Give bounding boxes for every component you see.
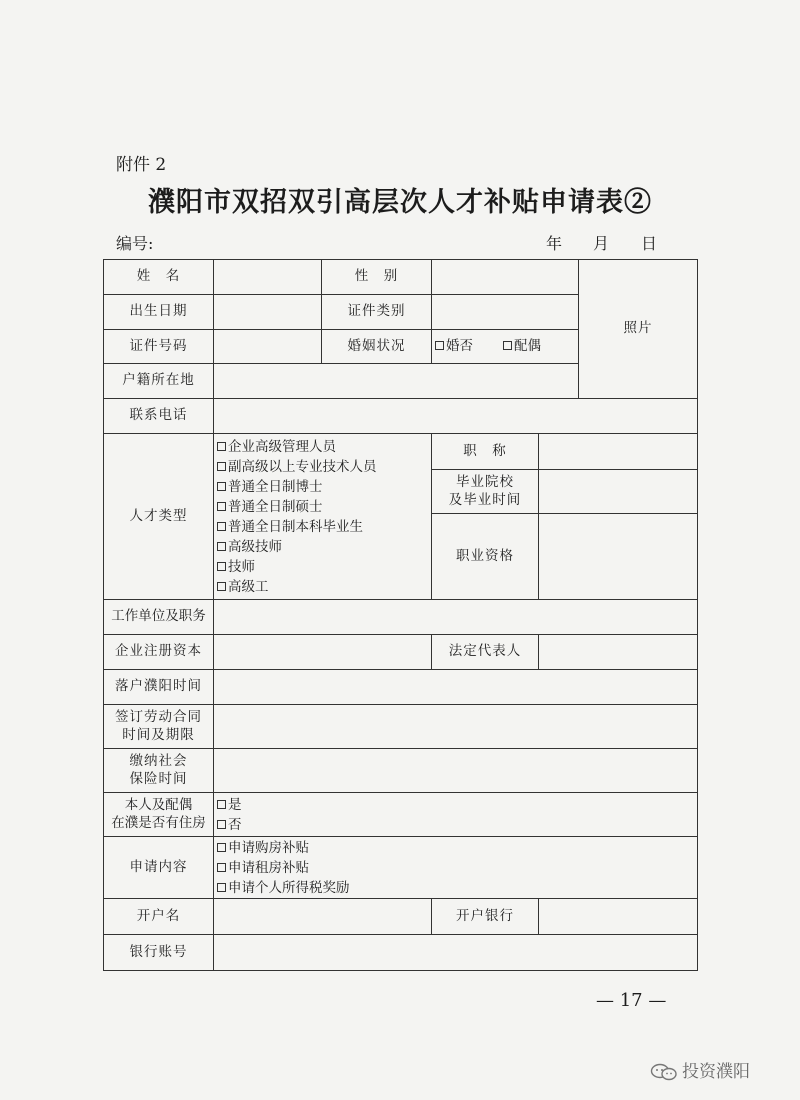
settle-time-label: 落户濮阳时间: [104, 670, 214, 705]
marital-label: 婚姻状况: [322, 330, 432, 364]
gender-label: 性 别: [322, 260, 432, 295]
application-form: [103, 259, 698, 971]
form-title: 濮阳市双招双引高层次人才补贴申请表②: [148, 187, 652, 218]
talent-type-label: 人才类型: [104, 434, 214, 600]
employer-field[interactable]: [214, 600, 698, 635]
checkbox-icon: [503, 341, 512, 350]
checkbox-icon: [217, 482, 226, 491]
talent-option[interactable]: 技师: [217, 557, 428, 577]
checkbox-icon: [217, 820, 226, 829]
date-month: 月: [593, 234, 610, 253]
birth-date-field[interactable]: [214, 295, 322, 330]
title-rank-field[interactable]: [539, 434, 698, 470]
apply-content-options: [214, 837, 698, 899]
housing-label: 本人及配偶 在濮是否有住房: [104, 793, 214, 837]
bank-field[interactable]: [539, 899, 698, 935]
legal-rep-field[interactable]: [539, 635, 698, 670]
school-label: 毕业院校 及毕业时间: [432, 470, 539, 514]
school-field[interactable]: [539, 470, 698, 514]
phone-label: 联系电话: [104, 399, 214, 434]
apply-option-purchase[interactable]: 申请购房补贴: [217, 838, 694, 858]
capital-label: 企业注册资本: [104, 635, 214, 670]
checkbox-icon: [217, 582, 226, 591]
contract-field[interactable]: [214, 705, 698, 749]
account-number-label: 银行账号: [104, 935, 214, 971]
phone-field[interactable]: [214, 399, 698, 434]
watermark-text: 投资濮阳: [682, 1062, 750, 1082]
housing-option-yes[interactable]: 是: [217, 795, 694, 815]
wechat-icon: [650, 1063, 678, 1081]
checkbox-icon: [217, 562, 226, 571]
qualification-label: 职业资格: [432, 514, 539, 600]
name-label: 姓 名: [104, 260, 214, 295]
talent-option[interactable]: 普通全日制硕士: [217, 497, 428, 517]
checkbox-icon: [217, 843, 226, 852]
employer-label: 工作单位及职务: [104, 600, 214, 635]
talent-option[interactable]: 企业高级管理人员: [217, 437, 428, 457]
qualification-field[interactable]: [539, 514, 698, 600]
capital-field[interactable]: [214, 635, 432, 670]
id-type-label: 证件类别: [322, 295, 432, 330]
id-number-label: 证件号码: [104, 330, 214, 364]
account-name-label: 开户名: [104, 899, 214, 935]
attachment-label: 附件 2: [116, 155, 167, 175]
checkbox-icon: [217, 442, 226, 451]
marital-options: [432, 330, 579, 364]
insurance-label: 缴纳社会 保险时间: [104, 749, 214, 793]
housing-option-no[interactable]: 否: [217, 815, 694, 835]
date-line: [546, 231, 657, 254]
page-number: — 17 —: [596, 990, 667, 1011]
marital-option-spouse[interactable]: 配偶: [503, 338, 541, 356]
serial-number-label: 编号:: [116, 234, 154, 253]
checkbox-icon: [217, 502, 226, 511]
checkbox-icon: [217, 522, 226, 531]
checkbox-icon: [435, 341, 444, 350]
apply-option-tax[interactable]: 申请个人所得税奖励: [217, 878, 694, 898]
checkbox-icon: [217, 800, 226, 809]
id-number-field[interactable]: [214, 330, 322, 364]
date-year: 年: [546, 234, 563, 253]
household-field[interactable]: [214, 364, 579, 399]
apply-option-rent[interactable]: 申请租房补贴: [217, 858, 694, 878]
photo-box[interactable]: 照片: [579, 260, 698, 399]
marital-option-married[interactable]: 婚否: [435, 338, 473, 356]
name-field[interactable]: [214, 260, 322, 295]
household-label: 户籍所在地: [104, 364, 214, 399]
talent-option[interactable]: 高级工: [217, 577, 428, 597]
housing-options: [214, 793, 698, 837]
talent-option[interactable]: 高级技师: [217, 537, 428, 557]
birth-date-label: 出生日期: [104, 295, 214, 330]
talent-option[interactable]: 普通全日制本科毕业生: [217, 517, 428, 537]
checkbox-icon: [217, 863, 226, 872]
talent-option[interactable]: 副高级以上专业技术人员: [217, 457, 428, 477]
id-type-field[interactable]: [432, 295, 579, 330]
title-rank-label: 职 称: [432, 434, 539, 470]
checkbox-icon: [217, 883, 226, 892]
watermark: [650, 1057, 750, 1082]
gender-field[interactable]: [432, 260, 579, 295]
account-name-field[interactable]: [214, 899, 432, 935]
account-number-field[interactable]: [214, 935, 698, 971]
checkbox-icon: [217, 462, 226, 471]
talent-type-options: [214, 434, 432, 600]
checkbox-icon: [217, 542, 226, 551]
bank-label: 开户银行: [432, 899, 539, 935]
apply-content-label: 申请内容: [104, 837, 214, 899]
settle-time-field[interactable]: [214, 670, 698, 705]
insurance-field[interactable]: [214, 749, 698, 793]
date-day: 日: [641, 234, 658, 253]
contract-label: 签订劳动合同 时间及期限: [104, 705, 214, 749]
talent-option[interactable]: 普通全日制博士: [217, 477, 428, 497]
legal-rep-label: 法定代表人: [432, 635, 539, 670]
